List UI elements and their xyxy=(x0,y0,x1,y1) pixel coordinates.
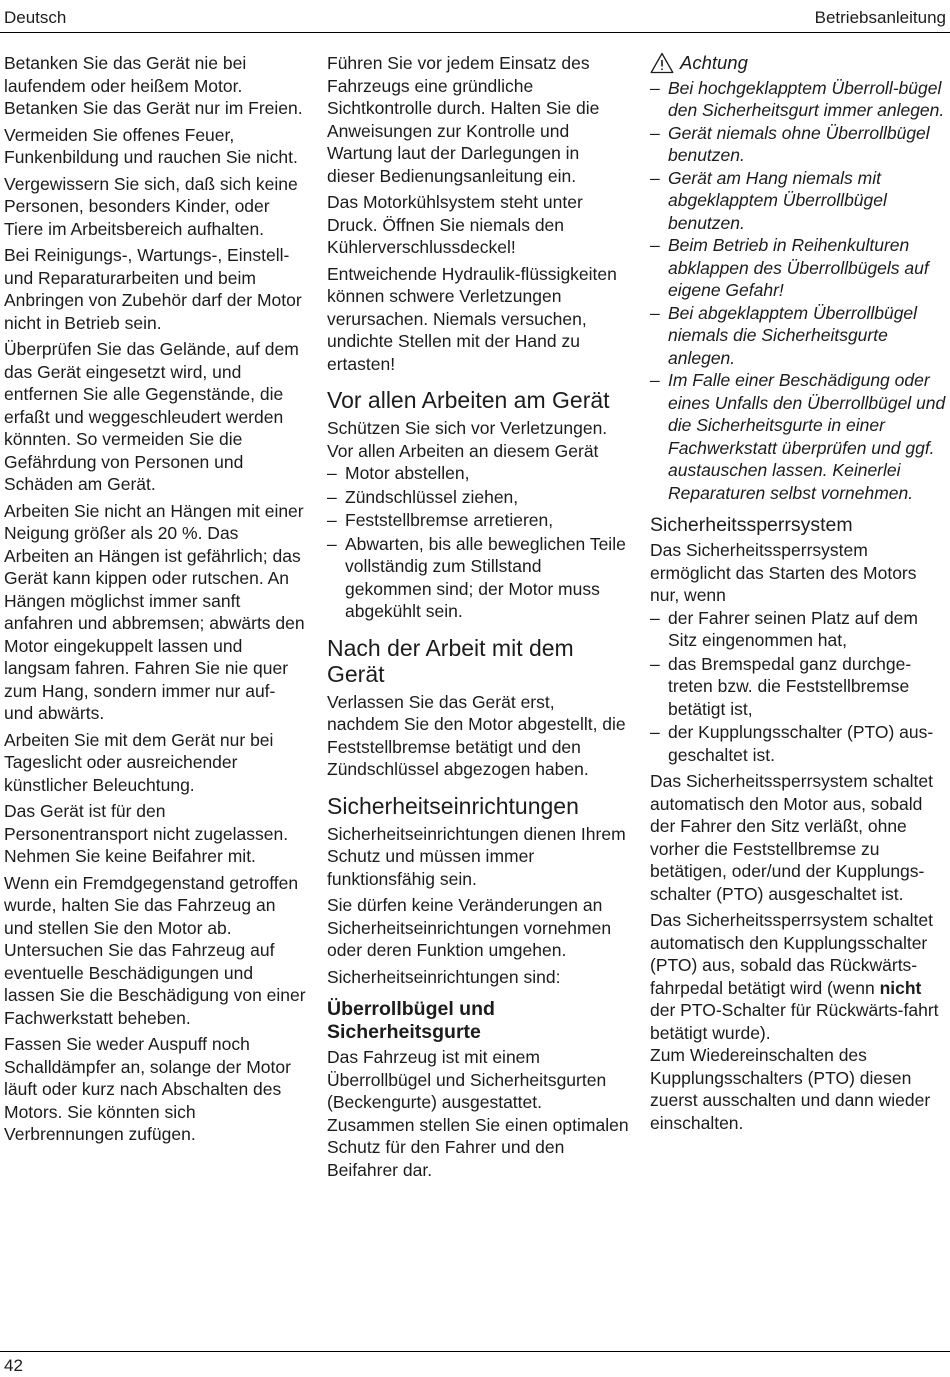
text-run: der PTO-Schalter für Rückwärts-fahrt betätigt wurde). xyxy=(650,1000,939,1043)
paragraph: Führen Sie vor jedem Einsatz des Fahrzeugs eine gründliche Sichtkontrolle durch. Halten Sie die Anweisungen zur Kontrolle und Wartung laut der Darlegungen in dieser Bedienungsanleitung ein. xyxy=(327,53,600,186)
section-heading-before-work: Vor allen Arbeiten am Gerät xyxy=(327,387,610,413)
list-item: – Feststellbremse arretieren, xyxy=(327,509,629,532)
list-item: – Abwarten, bis alle beweglichen Teile vollständig zum Stillstand gekommen sind; der Motor muss abgekühlt sein. xyxy=(327,533,629,623)
list-item: – das Bremspedal ganz durchge-treten bzw. die Feststellbremse betätigt ist, xyxy=(650,653,948,721)
paragraph: Wenn ein Fremdgegenstand getroffen wurde, halten Sie das Fahrzeug an und stellen Sie den Motor ab. Untersuchen Sie das Fahrzeug auf eventuelle Beschädigungen und lassen Sie die Beschädigung von einer Fachwerkstatt beheben. xyxy=(4,872,306,1028)
paragraph: Vor allen Arbeiten an diesem Gerät xyxy=(327,440,599,461)
section-heading-after-work: Nach der Arbeit mit dem Gerät xyxy=(327,634,574,687)
paragraph: Fassen Sie weder Auspuff noch Schalldämpfer an, solange der Motor läuft oder kurz nach Abschalten des Motors. Sie könnten sich Verbrennungen zufügen. xyxy=(4,1034,291,1144)
paragraph: Zum Wiedereinschalten des Kupplungsschalters (PTO) diesen zuerst ausschalten und dann wieder einschalten. xyxy=(650,1045,931,1133)
list-item: – Gerät niemals ohne Überrollbügel benutzen. xyxy=(650,122,948,167)
warning-title-text: Achtung xyxy=(680,52,748,73)
list-item: – Gerät am Hang niemals mit abgeklapptem Überrollbügel benutzen. xyxy=(650,167,948,235)
list-item: – Bei abgeklapptem Überrollbügel niemals die Sicherheitsgurte anlegen. xyxy=(650,302,948,370)
paragraph: Das Gerät ist für den Personentransport nicht zugelassen. Nehmen Sie keine Beifahrer mit. xyxy=(4,801,289,866)
column-1 xyxy=(4,52,306,1150)
safety-lock-list xyxy=(650,607,948,767)
list-item: – Beim Betrieb in Reihenkulturen abklappen des Überrollbügels auf eigene Gefahr! xyxy=(650,234,948,302)
list-item: – Zündschlüssel ziehen, xyxy=(327,486,629,509)
paragraph: Arbeiten Sie mit dem Gerät nur bei Tageslicht oder ausreichender künstlicher Beleuchtung. xyxy=(4,729,274,795)
list-item: – der Fahrer seinen Platz auf dem Sitz eingenommen hat, xyxy=(650,607,948,652)
warning-triangle-icon xyxy=(650,52,674,74)
paragraph: Sicherheitseinrichtungen dienen Ihrem Schutz und müssen immer funktionsfähig sein. xyxy=(327,823,626,889)
warning-list xyxy=(650,77,948,505)
paragraph: Sie dürfen keine Veränderungen an Sicherheitseinrichtungen vornehmen oder deren Funktion umgehen. xyxy=(327,895,612,960)
paragraph: Verlassen Sie das Gerät erst, nachdem Sie den Motor abgestellt, die Feststellbremse betätigt und den Zündschlüssel abgezogen haben. xyxy=(327,691,626,779)
paragraph: Überprüfen Sie das Gelände, auf dem das Gerät eingesetzt wird, und entfernen Sie alle Gegenstände, die erfaßt und weggeschleudert werden könnten. So vermeiden Sie die Gefährdung von Personen und Schäden am Gerät. xyxy=(4,339,299,494)
header-language: Deutsch xyxy=(4,8,67,27)
paragraph: Betanken Sie das Gerät nie bei laufendem oder heißem Motor. Betanken Sie das Gerät nur im Freien. xyxy=(4,53,303,118)
footer-rule xyxy=(0,1351,950,1352)
column-3 xyxy=(650,52,948,1138)
paragraph: Vergewissern Sie sich, daß sich keine Personen, besonders Kinder, oder Tiere im Arbeitsbereich aufhalten. xyxy=(4,173,298,239)
header-title: Betriebsanleitung xyxy=(814,8,946,27)
list-item: – Motor abstellen, xyxy=(327,462,629,485)
column-2 xyxy=(327,52,629,1185)
before-work-list xyxy=(327,462,629,623)
list-item: – der Kupplungsschalter (PTO) aus-geschaltet ist. xyxy=(650,721,948,766)
page-number: 42 xyxy=(4,1356,23,1375)
paragraph: Schützen Sie sich vor Verletzungen. xyxy=(327,418,608,438)
paragraph: Sicherheitseinrichtungen sind: xyxy=(327,966,561,987)
text-run: Das Sicherheitssperrsystem schaltet automatisch den Kupplungsschalter (PTO) aus, sobald das Rückwärts-fahrpedal betätigt wird (wenn xyxy=(650,910,934,998)
section-heading-safety-devices: Sicherheitseinrichtungen xyxy=(327,792,579,819)
warning-box xyxy=(650,52,948,504)
paragraph: Arbeiten Sie nicht an Hängen mit einer Neigung größer als 20 %. Das Arbeiten an Hängen ist gefährlich; das Gerät kann kippen oder rutschen. An Hängen möglichst immer sanft anfahren und abbremsen; abwärts den Motor eingekuppelt lassen und langsam fahren. Fahren Sie nie quer zum Hang, sondern immer nur auf- und abwärts. xyxy=(4,500,305,723)
paragraph: Entweichende Hydraulik-flüssigkeiten können schwere Verletzungen verursachen. Niemals versuchen, undichte Stellen mit der Hand zu ertasten! xyxy=(327,263,617,374)
paragraph xyxy=(650,909,948,1044)
paragraph: Das Fahrzeug ist mit einem Überrollbügel und Sicherheitsgurten (Beckengurte) ausgestattet. Zusammen stellen Sie einen optimalen Schutz für den Fahrer und den Beifahrer dar. xyxy=(327,1047,629,1180)
section-heading-safety-lock: Sicherheitssperrsystem xyxy=(650,514,853,536)
subsection-heading-rollbar: Überrollbügel und Sicherheitsgurte xyxy=(327,998,495,1043)
list-item: – Bei hochgeklapptem Überroll-bügel den Sicherheitsgurt immer anlegen. xyxy=(650,77,948,122)
list-item: – Im Falle einer Beschädigung oder eines Unfalls den Überrollbügel und die Sicherheitsgurte in einer Fachwerkstatt überprüfen und ggf. austauschen lassen. Keinerlei Reparaturen selbst vornehmen. xyxy=(650,369,948,504)
paragraph: Bei Reinigungs-, Wartungs-, Einstell- und Reparaturarbeiten und beim Anbringen von Zubehör darf der Motor nicht in Betrieb sein. xyxy=(4,245,302,333)
paragraph: Das Sicherheitssperrsystem ermöglicht das Starten des Motors nur, wenn xyxy=(650,540,917,605)
warning-title xyxy=(650,52,948,75)
header-rule xyxy=(0,32,950,33)
paragraph: Vermeiden Sie offenes Feuer, Funkenbildung und rauchen Sie nicht. xyxy=(4,124,298,167)
emphasis-text: nicht xyxy=(879,977,922,998)
paragraph: Das Motorkühlsystem steht unter Druck. Öffnen Sie niemals den Kühlerverschlussdeckel! xyxy=(327,192,583,257)
paragraph: Das Sicherheitssperrsystem schaltet automatisch den Motor aus, sobald der Fahrer den Sitz verläßt, ohne vorher die Feststellbremse zu betätigen, oder/und der Kupplungs-schalter (PTO) ausgeschaltet ist. xyxy=(650,771,934,904)
